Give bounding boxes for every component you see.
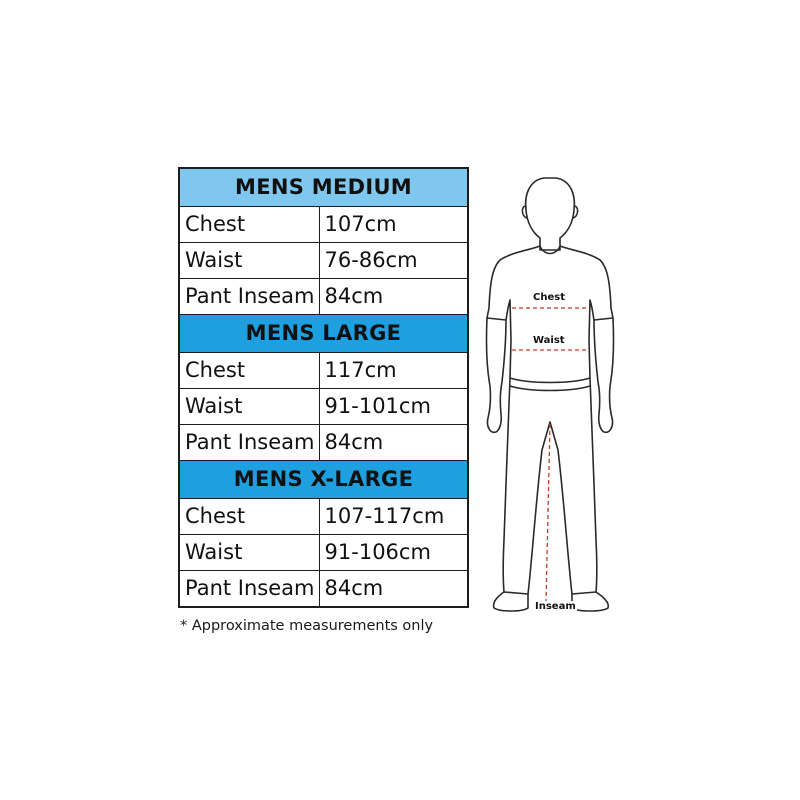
section-title: MENS LARGE	[179, 315, 468, 353]
row-label: Pant Inseam	[179, 425, 319, 461]
row-value: 84cm	[319, 279, 468, 315]
table-row	[179, 279, 468, 315]
footnote: * Approximate measurements only	[180, 618, 434, 634]
table-row	[179, 571, 468, 608]
table-row	[179, 499, 468, 535]
body-silhouette-icon	[470, 160, 650, 630]
table-row	[179, 353, 468, 389]
section-header-xlarge	[179, 461, 468, 499]
inseam-label: Inseam	[535, 601, 576, 612]
row-value: 76-86cm	[319, 243, 468, 279]
row-label: Chest	[179, 353, 319, 389]
table-row	[179, 535, 468, 571]
row-value: 91-106cm	[319, 535, 468, 571]
section-header-medium	[179, 168, 468, 207]
row-label: Waist	[179, 535, 319, 571]
table-row	[179, 425, 468, 461]
row-value: 107-117cm	[319, 499, 468, 535]
size-chart-table	[178, 167, 469, 608]
row-value: 107cm	[319, 207, 468, 243]
row-label: Chest	[179, 499, 319, 535]
waist-label: Waist	[533, 335, 565, 346]
section-title: MENS X-LARGE	[179, 461, 468, 499]
row-label: Pant Inseam	[179, 571, 319, 608]
body-figure	[470, 160, 650, 630]
section-title: MENS MEDIUM	[179, 168, 468, 207]
table-row	[179, 243, 468, 279]
row-label: Pant Inseam	[179, 279, 319, 315]
chest-label: Chest	[533, 292, 565, 303]
row-label: Chest	[179, 207, 319, 243]
row-label: Waist	[179, 389, 319, 425]
row-value: 91-101cm	[319, 389, 468, 425]
section-header-large	[179, 315, 468, 353]
row-value: 117cm	[319, 353, 468, 389]
row-label: Waist	[179, 243, 319, 279]
table-row	[179, 207, 468, 243]
table-row	[179, 389, 468, 425]
row-value: 84cm	[319, 425, 468, 461]
row-value: 84cm	[319, 571, 468, 608]
